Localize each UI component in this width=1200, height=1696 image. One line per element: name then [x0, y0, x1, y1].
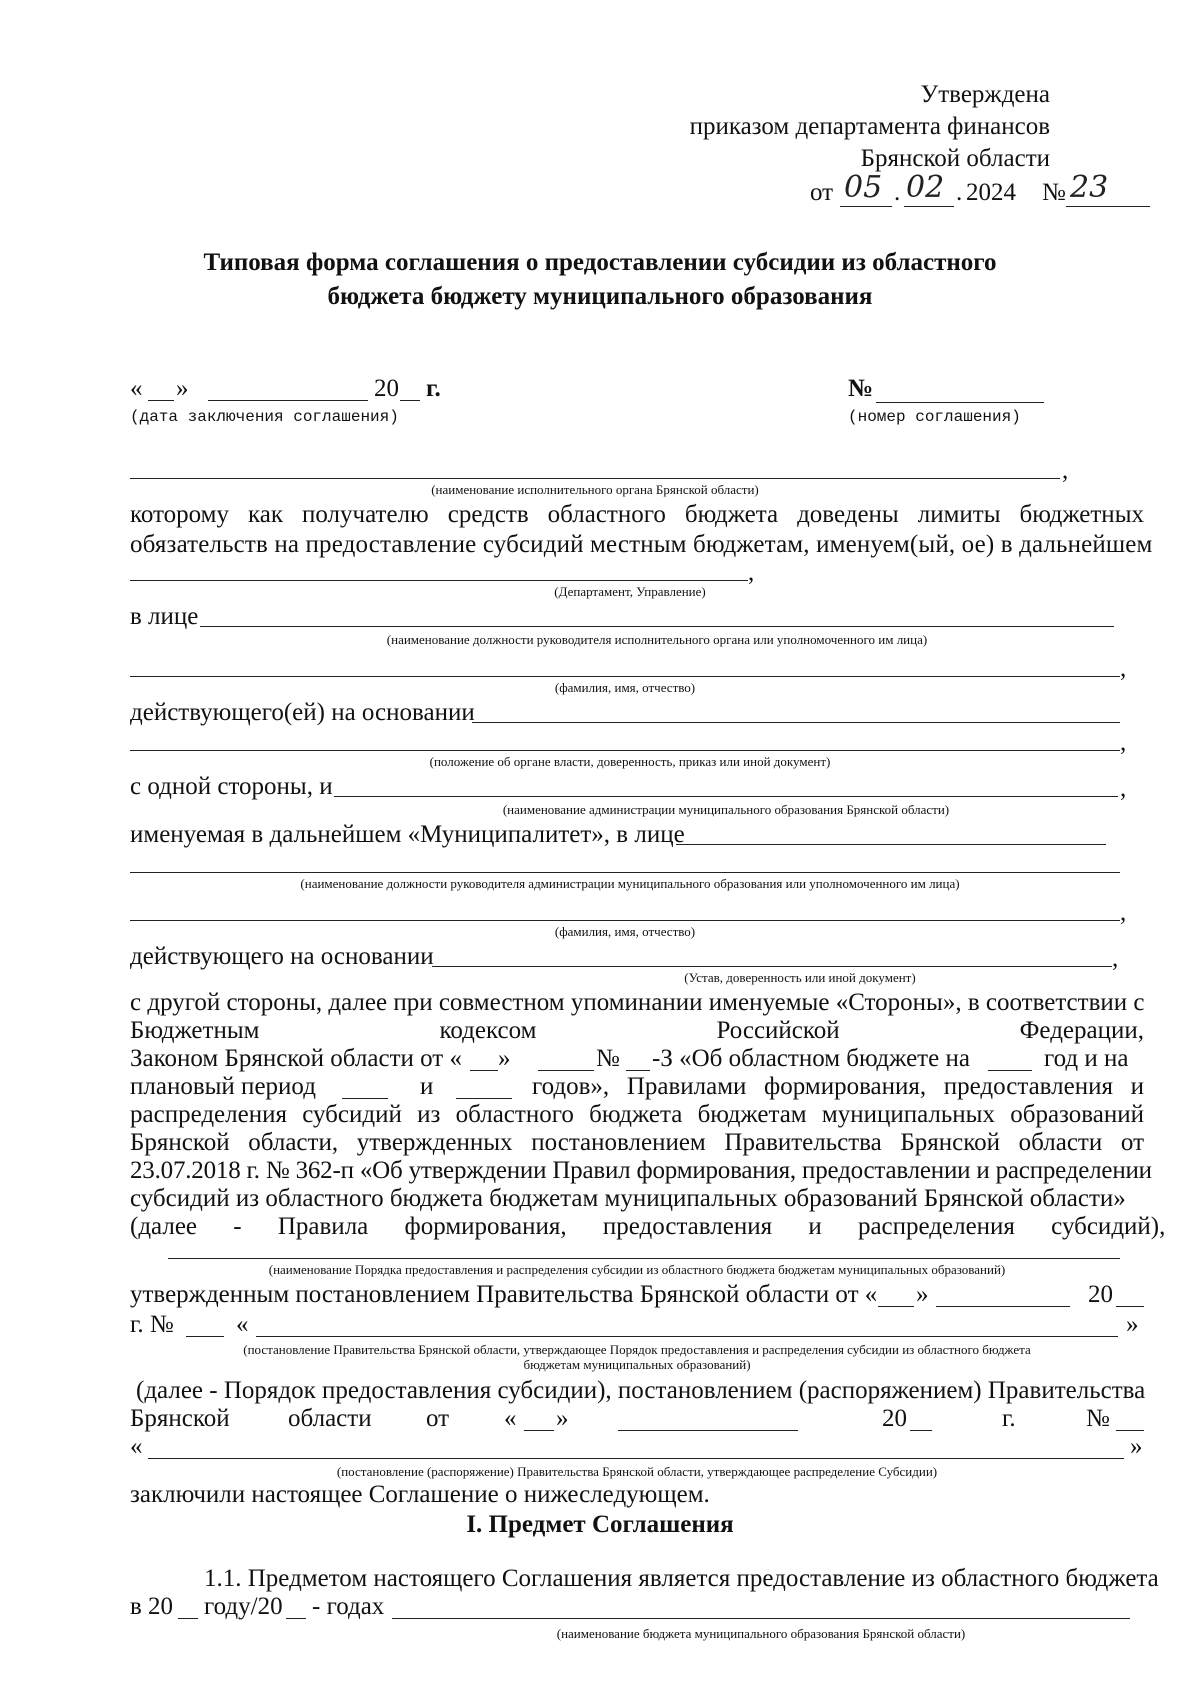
- resolution-number-line: г. № « »: [130, 1311, 1139, 1338]
- paragraph-2-line-3: Законом Брянской области от « » № -З «Об областном бюджете на год и на: [130, 1045, 1129, 1072]
- section-1-title: I. Предмет Соглашения: [466, 1511, 734, 1538]
- number-sign: №: [1042, 179, 1066, 206]
- approval-line-3: Брянской области: [860, 145, 1050, 172]
- in-person-label: в лице: [130, 603, 199, 630]
- municipality-label: именуемая в дальнейшем «Муниципалитет», в лице: [130, 821, 685, 848]
- handwritten-month: 02: [906, 170, 945, 205]
- distribution-resolution-line: « »: [130, 1433, 1143, 1460]
- approval-year: 2024: [966, 179, 1016, 206]
- caption-head-position: (наименование должности руководителя исполнительного органа или уполномоченного им лица): [386, 632, 928, 647]
- agreement-number-line: [876, 402, 1044, 403]
- caption-exec-organ: (наименование исполнительного органа Брянской области): [431, 482, 759, 497]
- one-side-label: с одной стороны, и: [130, 773, 333, 800]
- caption-municipal-budget: (наименование бюджета муниципального образования Брянской области): [556, 1626, 966, 1641]
- caption-basis-1: (положение об органе власти, доверенность, приказ или иной документ): [429, 754, 831, 769]
- paragraph-2-line-7: 23.07.2018 г. № 362-п «Об утверждении Правил формирования, предоставлении и распределении: [130, 1157, 1152, 1184]
- approval-line-1: Утверждена: [920, 81, 1050, 108]
- date-caption: (дата заключения соглашения): [130, 408, 399, 426]
- document-title-line-1: Типовая форма соглашения о предоставлении субсидии из областного: [203, 249, 997, 276]
- paragraph-2-line-6: Брянской области, утвержденных постановлением Правительства Брянской области от: [130, 1129, 1144, 1156]
- fio-field-1: [130, 676, 1120, 677]
- caption-charter: (Устав, доверенность или иной документ): [684, 970, 916, 985]
- caption-department: (Департамент, Управление): [554, 584, 706, 599]
- procedure-name-field: [168, 1258, 1120, 1259]
- caption-admin: (наименование администрации муниципального образования Брянской области): [502, 802, 950, 817]
- paragraph-2-line-9: (далее - Правила формирования, предоставления и распределения субсидий),: [130, 1213, 1166, 1240]
- approval-date-line: от 05 . 02 . 2024 № 23: [810, 170, 1150, 210]
- handwritten-number: 23: [1070, 170, 1109, 205]
- caption-procedure: (наименование Порядка предоставления и распределения субсидии из областного бюджета бюджетам муниципальных образований): [268, 1262, 1006, 1277]
- paragraph-1-line-1: которому как получателю средств областного бюджета доведены лимиты бюджетных: [130, 501, 1144, 528]
- approved-by-line: утвержденным постановлением Правительства Брянской области от « » 20: [130, 1280, 1144, 1310]
- paragraph-2-line-1: с другой стороны, далее при совместном упоминании именуемые «Стороны», в соответствии с: [130, 989, 1145, 1016]
- document-page: Утверждена приказом департамента финансов Брянской области от 05 . 02 . 2024 № 23 Типовая форма соглашения о предоставлении субсидии из областного бюджета бюджету муниципального образования « » 20 г. (дата заключения соглашения) № (номер соглашения) , (наименование исполнительного органа Брянской области) которому как получателю средств областного бюджета доведены лимиты бюджетных обязательств на предоставление субсидий местным бюджетам, именуем(ый, ое) в дальнейшем , (Департамент, Управление) в лице (наименование должности руководителя исполнительного органа или уполномоченного им лица) , (фамилия, имя, отчество) действующего(ей) на основании , (положение об органе власти, доверенность, приказ или иной документ) с одной стороны, и , (наименование администрации муниципального образования Брянской области) именуемая в дальнейшем «Муниципалитет», в лице (наименование должности руководителя администрации муниципального образования или уполномоченного им лица) , (фамилия, имя, отчество) действующего на основании , (Устав, доверенность или иной документ) с другой стороны, далее при совместном упоминании именуемые «Стороны», в соответствии с Бюджетным кодексом Российской Федерации, Законом Брянской области от « » № -З «Об областном бюджете на год и на плановый период и годов», Правилами формирования, предоставления и распределения субсидий из областного бюджета бюджетам муниципальных образований Брянской области, утвержденных постановлением Правительства Брянской области от 23.07.2018 г. № 362-п «Об утверждении Правил формирования, предоставлении и распределении субсидий из областного бюджета бюджетам муниципальных образований Брянской области» (далее - Правила формирования, предоставления и распределения субсидий), (наименование Порядка предоставления и распределения субсидии из областного бюджета бюджетам муниципальных образований) утвержденным постановлением Правительства Брянской области от « » 20 г. № « » (постановление Правительства Брянской области, утверждающее Порядок предоставления и распределения субсидии из областного бюджета бюджетам муниципальных образований) (далее - Порядок предоставления субсидии), постановлением (распоряжением) Правительства Брянской области от « » 20 г. № « » (постановление (распоряжение) Правительства Брянской области, утверждающее распределение Субсидии) заключили настоящее Соглашение о нижеследующем. I. Предмет Соглашения 1.1. Предметом настоящего Соглашения является предоставление из областного бюджета в 20 году/20 - годах (наименование бюджета муниципального образования Брянской области): [0, 0, 1200, 1696]
- paragraph-2-line-2: Бюджетным кодексом Российской Федерации,: [130, 1017, 1144, 1044]
- head-position-field: [200, 626, 1114, 627]
- paragraph-2-line-4: плановый период и годов», Правилами формирования, предоставления и: [130, 1073, 1144, 1100]
- document-title-line-2: бюджета бюджету муниципального образования: [327, 283, 873, 310]
- caption-resolution-2: бюджетам муниципальных образований): [523, 1357, 751, 1372]
- date-prefix: от: [810, 179, 834, 206]
- handwritten-day: 05: [844, 170, 883, 205]
- caption-distribution: (постановление (распоряжение) Правительства Брянской области, утверждающее распределение Субсидии): [336, 1464, 938, 1479]
- years-line: в 20 году/20 - годах: [130, 1592, 1144, 1622]
- approval-line-2: приказом департамента финансов: [689, 113, 1050, 140]
- acting-basis-label-1: действующего(ей) на основании: [130, 699, 475, 726]
- acting-basis-label-2: действующего на основании: [130, 943, 434, 970]
- paragraph-3-line-2: Брянской области от « » 20 г. №: [130, 1404, 1144, 1434]
- fio-field-2: [130, 920, 1120, 921]
- paragraph-3-line-1: (далее - Порядок предоставления субсидии), постановлением (распоряжением) Правительства: [136, 1377, 1146, 1404]
- paragraph-2-line-8: субсидий из областного бюджета бюджетам муниципальных образований Брянской области»: [130, 1185, 1126, 1212]
- caption-resolution-1: (постановление Правительства Брянской области, утверждающее Порядок предоставления и распределения субсидии из областного бюджета: [243, 1342, 1031, 1357]
- number-caption: (номер соглашения): [848, 408, 1021, 426]
- caption-admin-head: (наименование должности руководителя администрации муниципального образования или уполномоченного им лица): [300, 876, 960, 891]
- agreement-date-field: « » 20 г.: [130, 375, 441, 402]
- caption-fio-1: (фамилия, имя, отчество): [554, 680, 696, 695]
- number-sign: №: [848, 375, 874, 402]
- paragraph-1-line-2: обязательств на предоставление субсидий местным бюджетам, именуем(ый, ое) в дальнейшем: [130, 531, 1153, 558]
- paragraph-2-line-5: распределения субсидий из областного бюджета бюджетам муниципальных образований: [130, 1101, 1144, 1128]
- caption-fio-2: (фамилия, имя, отчество): [554, 924, 696, 939]
- admin-name-field: [334, 796, 1118, 797]
- clause-1-1: 1.1. Предметом настоящего Соглашения является предоставление из областного бюджета: [204, 1565, 1159, 1592]
- concluded-text: заключили настоящее Соглашение о нижеследующем.: [130, 1481, 710, 1508]
